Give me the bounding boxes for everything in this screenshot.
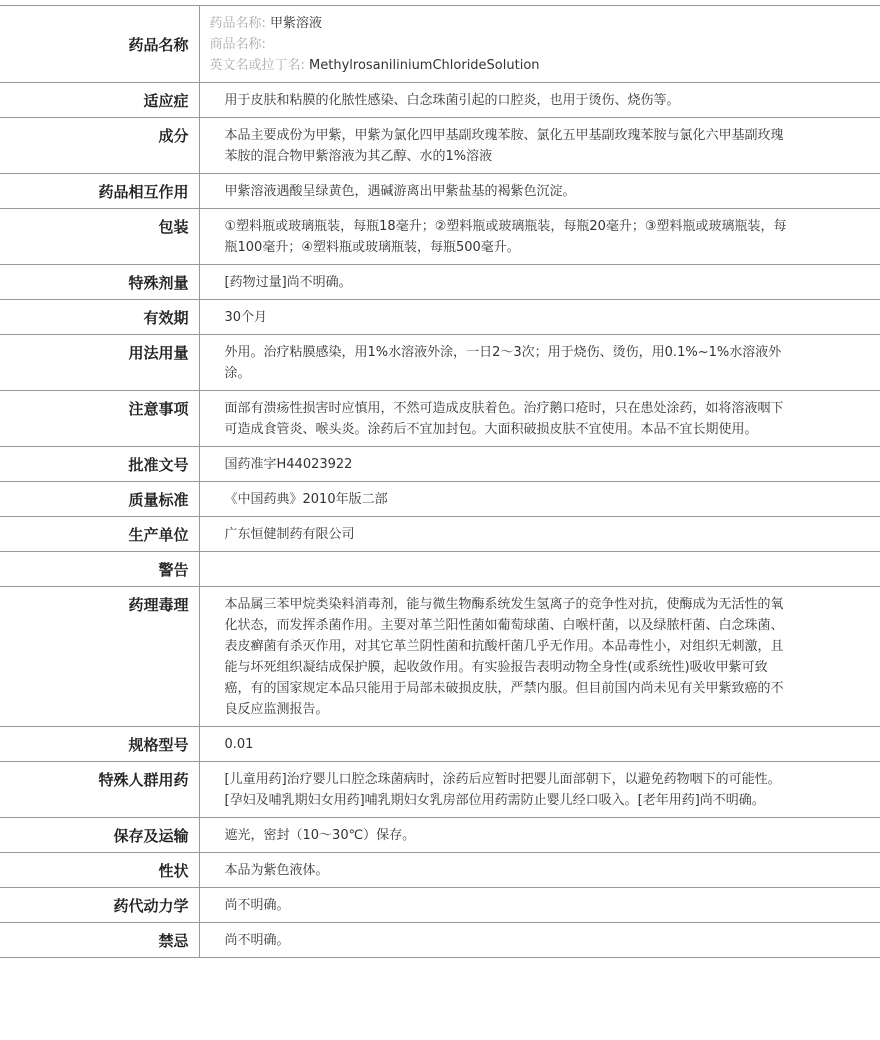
- table-row: [0, 727, 880, 762]
- row-label: 药品相互作用: [0, 174, 199, 209]
- table-row: [0, 762, 880, 818]
- table-row: [0, 83, 880, 118]
- row-label: 注意事项: [0, 391, 199, 447]
- row-label: 药品名称: [0, 6, 199, 83]
- row-label: 性状: [0, 853, 199, 888]
- drug-name-key: 药品名称:: [209, 16, 266, 31]
- table-row: [0, 482, 880, 517]
- table-row: [0, 517, 880, 552]
- row-label: 药代动力学: [0, 888, 199, 923]
- row-value: [药物过量]尚不明确。: [199, 265, 880, 300]
- row-label: 特殊人群用药: [0, 762, 199, 818]
- table-row: [0, 587, 880, 727]
- row-label: 包装: [0, 209, 199, 265]
- row-value: 尚不明确。: [199, 888, 880, 923]
- drug-name-line: [210, 13, 871, 34]
- row-value: [儿童用药]治疗婴儿口腔念珠菌病时，涂药后应暂时把婴儿面部朝下，以避免药物咽下的可能性。[孕妇及哺乳期妇女用药]哺乳期妇女乳房部位用药需防止婴儿经口吸入。[老年用药]尚不明确。: [199, 762, 880, 818]
- row-value: 面部有溃疡性损害时应慎用，不然可造成皮肤着色。治疗鹅口疮时，只在患处涂药，如将溶液咽下可造成食管炎、喉头炎。涂药后不宜加封包。大面积破损皮肤不宜使用。本品不宜长期使用。: [199, 391, 880, 447]
- row-label: 成分: [0, 118, 199, 174]
- drug-info-table: [0, 5, 880, 958]
- row-value: 本品主要成份为甲紫，甲紫为氯化四甲基副玫瑰苯胺、氯化五甲基副玫瑰苯胺与氯化六甲基副玫瑰苯胺的混合物甲紫溶液为其乙醇、水的1%溶液: [199, 118, 880, 174]
- row-value: 外用。治疗粘膜感染，用1%水溶液外涂，一日2～3次；用于烧伤、烫伤，用0.1%~1%水溶液外涂。: [199, 335, 880, 391]
- english-name-value: MethylrosaniliniumChlorideSolution: [309, 58, 540, 73]
- name-values: [199, 6, 880, 83]
- table-row: [0, 174, 880, 209]
- row-label: 禁忌: [0, 923, 199, 958]
- row-value: 30个月: [199, 300, 880, 335]
- table-row: [0, 300, 880, 335]
- english-name-key: 英文名或拉丁名:: [209, 58, 305, 73]
- row-label: 警告: [0, 552, 199, 587]
- row-value: ①塑料瓶或玻璃瓶装，每瓶18毫升；②塑料瓶或玻璃瓶装，每瓶20毫升；③塑料瓶或玻璃瓶装，每瓶100毫升；④塑料瓶或玻璃瓶装，每瓶500毫升。: [199, 209, 880, 265]
- trade-name-key: 商品名称:: [209, 37, 266, 52]
- row-label: 用法用量: [0, 335, 199, 391]
- row-value: 《中国药典》2010年版二部: [199, 482, 880, 517]
- table-row: [0, 552, 880, 587]
- table-row: [0, 447, 880, 482]
- row-value: 0.01: [199, 727, 880, 762]
- trade-name-line: [210, 34, 871, 55]
- row-value: 用于皮肤和粘膜的化脓性感染、白念珠菌引起的口腔炎，也用于烫伤、烧伤等。: [199, 83, 880, 118]
- row-value: 遮光，密封（10～30℃）保存。: [199, 818, 880, 853]
- table-row: [0, 391, 880, 447]
- table-row: [0, 888, 880, 923]
- row-value: 广东恒健制药有限公司: [199, 517, 880, 552]
- row-label: 规格型号: [0, 727, 199, 762]
- row-value: 甲紫溶液遇酸呈绿黄色，遇碱游离出甲紫盐基的褐紫色沉淀。: [199, 174, 880, 209]
- table-row: [0, 265, 880, 300]
- row-value: 本品为紫色液体。: [199, 853, 880, 888]
- row-label: 生产单位: [0, 517, 199, 552]
- table-row: [0, 118, 880, 174]
- row-value: 尚不明确。: [199, 923, 880, 958]
- row-label: 质量标准: [0, 482, 199, 517]
- row-label: 保存及运输: [0, 818, 199, 853]
- row-label: 适应症: [0, 83, 199, 118]
- table-row: [0, 335, 880, 391]
- row-label: 药理毒理: [0, 587, 199, 727]
- table-row: [0, 818, 880, 853]
- table-row: [0, 853, 880, 888]
- english-name-line: [210, 55, 871, 76]
- row-label: 批准文号: [0, 447, 199, 482]
- row-value: 国药准字H44023922: [199, 447, 880, 482]
- row-value: [199, 552, 880, 587]
- drug-name-value: 甲紫溶液: [270, 16, 323, 31]
- table-row: [0, 923, 880, 958]
- table-row: [0, 209, 880, 265]
- row-drug-name: [0, 6, 880, 83]
- row-label: 有效期: [0, 300, 199, 335]
- row-label: 特殊剂量: [0, 265, 199, 300]
- row-value: 本品属三苯甲烷类染料消毒剂，能与微生物酶系统发生氢离子的竞争性对抗，使酶成为无活性的氧化状态，而发挥杀菌作用。主要对革兰阳性菌如葡萄球菌、白喉杆菌，以及绿脓杆菌、白念珠菌、表皮癣菌有杀灭作用，对其它革兰阴性菌和抗酸杆菌几乎无作用。本品毒性小，对组织无刺激，且能与坏死组织凝结成保护膜，起收敛作用。有实验报告表明动物全身性(或系统性)吸收甲紫可致癌，有的国家规定本品只能用于局部未破损皮肤，严禁内服。但目前国内尚未见有关甲紫致癌的不良反应监测报告。: [199, 587, 880, 727]
